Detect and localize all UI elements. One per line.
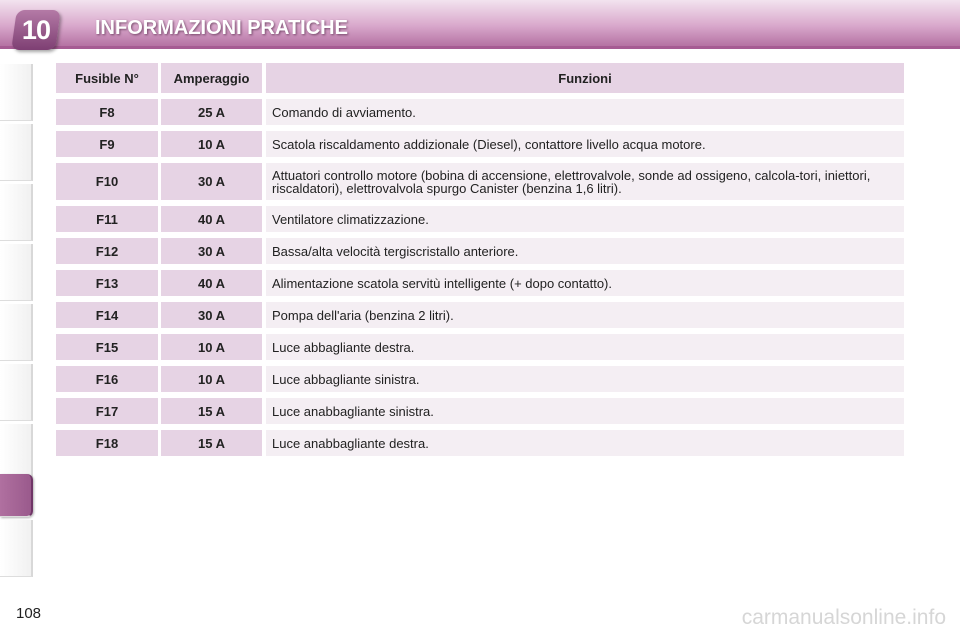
table-row xyxy=(56,163,904,200)
chapter-number: 10 xyxy=(21,14,51,45)
table-row xyxy=(56,366,904,392)
fuse-cell: F11 xyxy=(56,206,158,232)
amperage-cell: 25 A xyxy=(161,99,262,125)
chapter-badge xyxy=(11,10,61,50)
table-row xyxy=(56,398,904,424)
function-cell: Scatola riscaldamento addizionale (Diesel), contattore livello acqua motore. xyxy=(266,131,904,157)
header-divider xyxy=(0,46,960,49)
function-cell: Alimentazione scatola servitù intelligente (+ dopo contatto). xyxy=(266,270,904,296)
chapter-tab-active[interactable] xyxy=(0,474,33,517)
amperage-cell: 10 A xyxy=(161,334,262,360)
amperage-cell: 40 A xyxy=(161,270,262,296)
amperage-cell: 10 A xyxy=(161,131,262,157)
amperage-cell: 30 A xyxy=(161,238,262,264)
table-row xyxy=(56,206,904,232)
function-cell: Attuatori controllo motore (bobina di accensione, elettrovalvole, sonde ad ossigeno, calcola-tori, iniettori, riscaldatori), elettrovalvola spurgo Canister (benzina 1,6 litri). xyxy=(266,163,904,200)
chapter-tab-4[interactable] xyxy=(0,244,33,301)
function-cell: Luce abbagliante destra. xyxy=(266,334,904,360)
column-header-functions: Funzioni xyxy=(266,63,904,93)
fuse-cell: F10 xyxy=(56,163,158,200)
table-row xyxy=(56,131,904,157)
amperage-cell: 15 A xyxy=(161,430,262,456)
function-cell: Pompa dell'aria (benzina 2 litri). xyxy=(266,302,904,328)
fuse-table xyxy=(56,63,904,462)
column-header-fuse: Fusible N° xyxy=(56,63,158,93)
function-cell: Luce anabbagliante destra. xyxy=(266,430,904,456)
table-row xyxy=(56,334,904,360)
table-row xyxy=(56,430,904,456)
fuse-cell: F9 xyxy=(56,131,158,157)
fuse-cell: F15 xyxy=(56,334,158,360)
chapter-tab-strip xyxy=(0,64,33,576)
page-title: INFORMAZIONI PRATICHE xyxy=(95,17,348,39)
function-cell: Luce abbagliante sinistra. xyxy=(266,366,904,392)
table-row xyxy=(56,270,904,296)
table-row xyxy=(56,302,904,328)
watermark: carmanualsonline.info xyxy=(741,606,946,629)
chapter-tab-5[interactable] xyxy=(0,304,33,361)
table-header-row xyxy=(56,63,904,93)
fuse-cell: F17 xyxy=(56,398,158,424)
function-cell: Ventilatore climatizzazione. xyxy=(266,206,904,232)
amperage-cell: 40 A xyxy=(161,206,262,232)
column-header-amperage: Amperaggio xyxy=(161,63,262,93)
amperage-cell: 30 A xyxy=(161,302,262,328)
chapter-tab-9[interactable] xyxy=(0,520,33,577)
fuse-cell: F18 xyxy=(56,430,158,456)
amperage-cell: 10 A xyxy=(161,366,262,392)
fuse-cell: F14 xyxy=(56,302,158,328)
chapter-tab-7[interactable] xyxy=(0,424,33,481)
function-cell: Comando di avviamento. xyxy=(266,99,904,125)
amperage-cell: 15 A xyxy=(161,398,262,424)
fuse-cell: F13 xyxy=(56,270,158,296)
function-cell: Luce anabbagliante sinistra. xyxy=(266,398,904,424)
table-row xyxy=(56,238,904,264)
fuse-cell: F16 xyxy=(56,366,158,392)
chapter-tab-3[interactable] xyxy=(0,184,33,241)
page-number: 108 xyxy=(16,605,42,622)
amperage-cell: 30 A xyxy=(161,163,262,200)
fuse-cell: F12 xyxy=(56,238,158,264)
chapter-tab-6[interactable] xyxy=(0,364,33,421)
table-row xyxy=(56,99,904,125)
chapter-tab-2[interactable] xyxy=(0,124,33,181)
chapter-tab-1[interactable] xyxy=(0,64,33,121)
function-cell: Bassa/alta velocità tergiscristallo anteriore. xyxy=(266,238,904,264)
fuse-cell: F8 xyxy=(56,99,158,125)
